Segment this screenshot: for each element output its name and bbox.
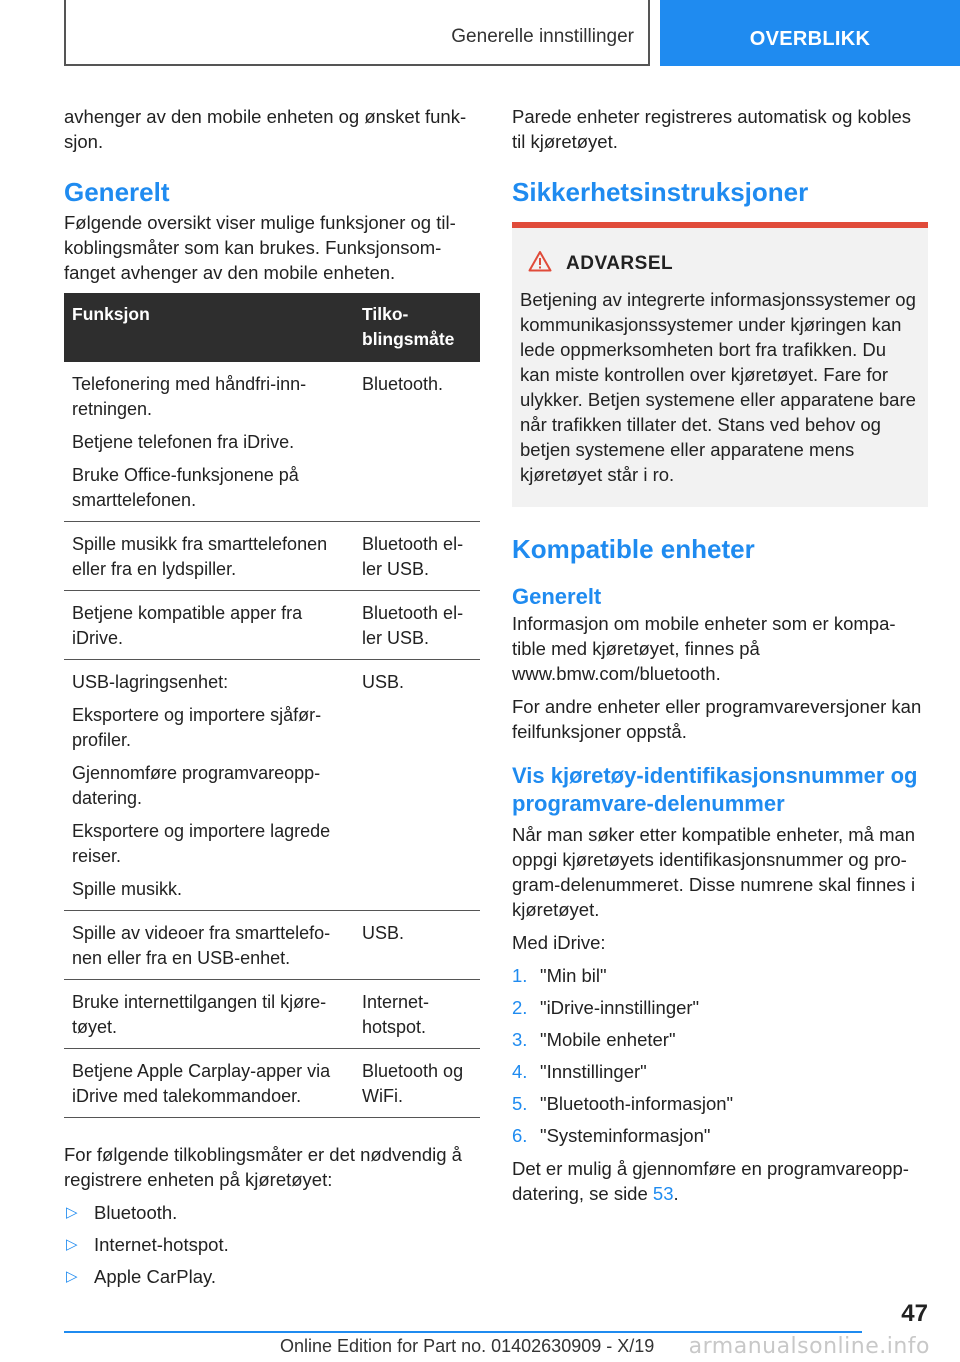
function-table: [64, 293, 480, 1118]
connection-cell: Bluetooth og WiFi.: [354, 1049, 480, 1118]
function-cell: [64, 980, 354, 1049]
footer-divider: [64, 1331, 862, 1333]
heading-compatible: Kompatible enheter: [512, 534, 755, 564]
table-row: [64, 1049, 480, 1118]
list-item-text: Bluetooth.: [94, 1202, 178, 1223]
warning-text: Betjening av integrerte informasjonssystemer og kommunikasjonssystemer under kjøringen kan lede oppmerksomheten bort fra trafikken. Du kan miste kontrollen over kjøretøyet. Fare for ulykker. Betjen systemene eller apparatene bare når trafikken tillater det. Stans ved behov og betjen systemene eller apparatene mens kjøretøyet står i ro.: [520, 289, 916, 485]
update-text: [512, 1156, 928, 1206]
step-item: [512, 1059, 928, 1084]
function-line: Betjene kompatible apper fra iDrive.: [72, 603, 303, 648]
compat-info: Informasjon om mobile enheter som er kompa-tible med kjøretøyet, finnes på www.bmw.com/bluetooth.: [512, 613, 896, 684]
connection-cell: Bluetooth el-ler USB.: [354, 591, 480, 660]
with-idrive-text: Med iDrive:: [512, 932, 606, 953]
warning-box: [512, 222, 928, 507]
connection-cell: Bluetooth.: [354, 362, 480, 522]
heading-general: Generelt: [64, 177, 170, 207]
connection-list: [64, 1200, 480, 1289]
function-cell: [64, 1049, 354, 1118]
table-row: [64, 591, 480, 660]
function-line: Spille av videoer fra smarttelefo-nen eller fra en USB-enhet.: [72, 923, 331, 968]
step-item: [512, 1091, 928, 1116]
overview-tab-label: OVERBLIKK: [749, 28, 871, 50]
table-header-function: Funksjon: [64, 293, 354, 362]
update-text-end: .: [673, 1183, 679, 1204]
step-number: 2.: [512, 997, 528, 1018]
warning-header: [520, 250, 920, 277]
function-cell: [64, 362, 354, 522]
update-text-main: Det er mulig å gjennomføre en programvareopp-datering, se side: [512, 1158, 909, 1204]
page-number: 47: [901, 1300, 928, 1327]
connection-cell: USB.: [354, 911, 480, 980]
triangle-bullet-icon: ▷: [66, 1236, 78, 1253]
general-desc: Følgende oversikt viser mulige funksjoner og til-koblingsmåter som kan brukes. Funksjonsom-fanget avhenger av den mobile enheten.: [64, 212, 456, 283]
step-text: "Min bil": [540, 965, 607, 986]
function-line: Eksportere og importere lagrede reiser.: [72, 821, 331, 866]
compat-warning: For andre enheter eller programvareversjoner kan feilfunksjoner oppstå.: [512, 696, 922, 742]
step-text: "Mobile enheter": [540, 1029, 676, 1050]
step-item: [512, 1123, 928, 1148]
function-line: Bruke Office-funksjonene på smarttelefonen.: [72, 465, 299, 510]
overview-tab[interactable]: [660, 0, 960, 66]
section-title: Generelle innstillinger: [451, 26, 634, 47]
function-cell: [64, 911, 354, 980]
table-row: [64, 522, 480, 591]
list-item: [64, 1200, 480, 1225]
connection-cell: Internet-hotspot.: [354, 980, 480, 1049]
idrive-steps: [512, 963, 928, 1148]
triangle-bullet-icon: ▷: [66, 1268, 78, 1285]
function-cell: [64, 591, 354, 660]
step-text: "Innstillinger": [540, 1061, 647, 1082]
function-line: Spille musikk fra smarttelefonen eller fra en lydspiller.: [72, 534, 328, 579]
step-item: [512, 995, 928, 1020]
step-item: [512, 963, 928, 988]
step-number: 4.: [512, 1061, 528, 1082]
function-line: Eksportere og importere sjåfør-profiler.: [72, 705, 322, 750]
table-row: [64, 660, 480, 911]
step-number: 6.: [512, 1125, 528, 1146]
function-line: Spille musikk.: [72, 879, 183, 899]
function-line: Betjene Apple Carplay-apper via iDrive med talekommandoer.: [72, 1061, 331, 1106]
watermark-logo: armanualsonline.info: [688, 1334, 930, 1359]
table-row: [64, 980, 480, 1049]
table-row: [64, 911, 480, 980]
function-line: Gjennomføre programvareopp-datering.: [72, 763, 321, 808]
function-cell: [64, 660, 354, 911]
step-number: 5.: [512, 1093, 528, 1114]
connection-cell: USB.: [354, 660, 480, 911]
vin-text: Når man søker etter kompatible enheter, må man oppgi kjøretøyets identifikasjonsnummer og pro-gram-delenummeret. Disse numrene skal finnes i kjøretøyet.: [512, 824, 916, 920]
section-frame: [64, 0, 650, 66]
left-column: [64, 104, 480, 1296]
table-body: [64, 362, 480, 1118]
after-table-text: For følgende tilkoblingsmåter er det nødvendig å registrere enheten på kjøretøyet:: [64, 1144, 462, 1190]
step-text: "Systeminformasjon": [540, 1125, 711, 1146]
step-number: 3.: [512, 1029, 528, 1050]
table-row: [64, 362, 480, 522]
function-line: Betjene telefonen fra iDrive.: [72, 432, 295, 452]
list-item: [64, 1232, 480, 1257]
triangle-bullet-icon: ▷: [66, 1204, 78, 1221]
page-header: [0, 0, 960, 66]
warning-triangle-icon: [528, 250, 552, 277]
heading-vin: Vis kjøretøy-identifikasjonsnummer og programvare-delenummer: [512, 763, 918, 816]
list-item-text: Apple CarPlay.: [94, 1266, 217, 1287]
step-text: "Bluetooth-informasjon": [540, 1093, 734, 1114]
step-number: 1.: [512, 965, 528, 986]
function-line: Bruke internettilgangen til kjøre-tøyet.: [72, 992, 327, 1037]
list-item: [64, 1264, 480, 1289]
warning-title: ADVARSEL: [566, 252, 674, 274]
connection-cell: Bluetooth el-ler USB.: [354, 522, 480, 591]
step-text: "iDrive-innstillinger": [540, 997, 700, 1018]
intro-text: avhenger av den mobile enheten og ønsket funk-sjon.: [64, 106, 467, 152]
function-line: USB-lagringsenhet:: [72, 672, 229, 692]
table-header-row: [64, 293, 480, 362]
edition-text: Online Edition for Part no. 01402630909 - X/19: [280, 1336, 655, 1356]
function-cell: [64, 522, 354, 591]
function-line: Telefonering med håndfri-inn-retningen.: [72, 374, 307, 419]
heading-safety: Sikkerhetsinstruksjoner: [512, 177, 809, 207]
paired-text: Parede enheter registreres automatisk og kobles til kjøretøyet.: [512, 106, 911, 152]
list-item-text: Internet-hotspot.: [94, 1234, 229, 1255]
table-header-connection: Tilko-blingsmåte: [354, 293, 480, 362]
step-item: [512, 1027, 928, 1052]
subheading-general: Generelt: [512, 584, 602, 609]
page-link[interactable]: 53: [652, 1183, 674, 1204]
right-column: [512, 104, 928, 1214]
